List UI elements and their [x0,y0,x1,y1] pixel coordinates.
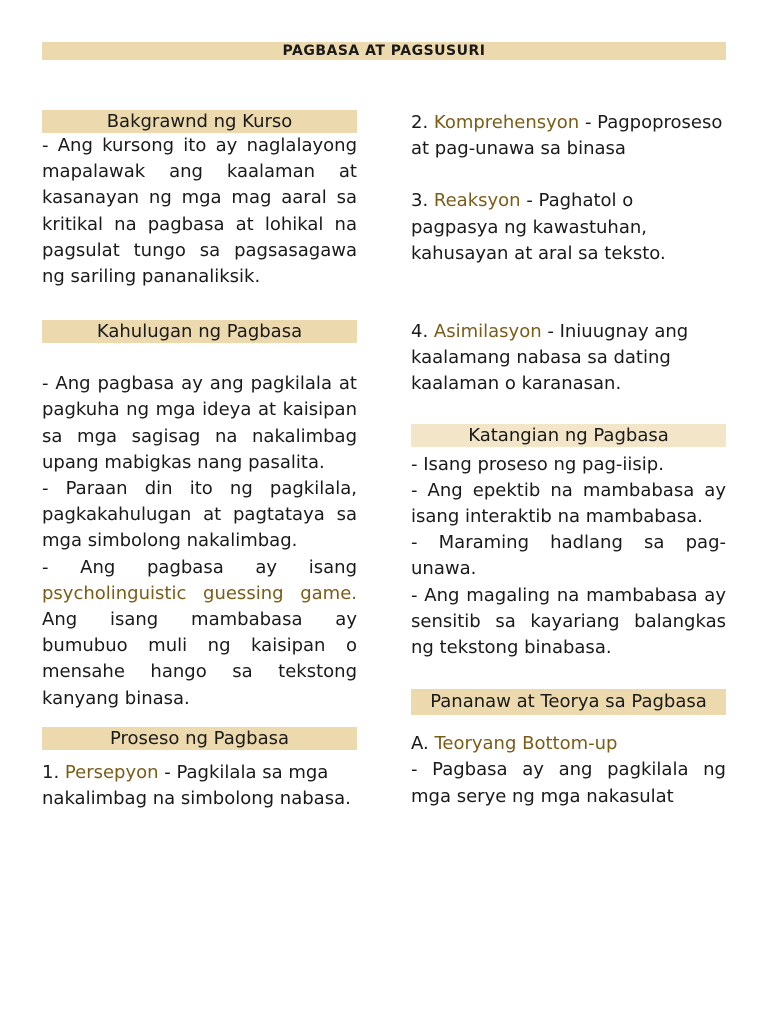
proseso-item-3 [411,188,726,267]
proseso-item-1 [42,760,357,812]
item-2-number: 2. [411,112,434,133]
teorya-a-heading [411,731,726,757]
section-heading-kahulugan: Kahulugan ng Pagbasa [42,320,357,343]
item-3-text: - Paghatol o pagpasya ng kawastuhan, kahusayan at aral sa teksto. [411,190,666,264]
section-heading-bakgrawnd: Bakgrawnd ng Kurso [42,110,357,133]
katangian-bullet-3: - Maraming hadlang sa pag-unawa. [411,532,726,580]
persepyon-term: Persepyon [64,761,159,783]
bakgrawnd-text: - Ang kursong ito ay naglalayong mapalawak ang kaalaman at kasanayan ng mga mag aaral sa kritikal na pagbasa at lohikal na pagsulat tungo sa pagsasagawa ng sariling pananaliksik. [42,135,357,288]
katangian-bullet-2: - Ang epektib na mambabasa ay isang interaktib na mambabasa. [411,479,726,528]
asimilasyon-term: Asimilasyon [433,321,542,343]
section-heading-katangian: Katangian ng Pagbasa [411,424,726,447]
kahulugan-paragraph-1: - Ang pagbasa ay ang pagkilala at pagkuha ng mga ideya at kaisipan sa mga sagisag na nakalimbag upang mabigkas nang pasalita. [42,373,357,473]
right-column [411,110,726,810]
katangian-bullet-4: - Ang magaling na mambabasa ay sensitib sa kayariang balangkas ng tekstong binabasa. [411,584,726,659]
section-heading-pananaw: Pananaw at Teorya sa Pagbasa [411,689,726,715]
left-column [42,110,357,812]
teorya-a-letter: A. [411,733,435,755]
item-3-number: 3. [411,190,434,212]
kahulugan-paragraph-2: - Paraan din ito ng pagkilala, pagkakahulugan at pagtataya sa mga simbolong nakalimbag. [42,478,357,552]
kahulugan-paragraph-3 [42,555,357,712]
katangian-bullet-1: - Isang proseso ng pag-iisip. [411,453,664,475]
kahulugan-p3-pre: - Ang pagbasa ay isang [42,556,357,578]
bottom-up-term: Teoryang Bottom-up [434,733,618,755]
teorya-a-text: - Pagbasa ay ang pagkilala ng mga serye ng mga nakasulat [411,759,726,807]
proseso-item-4 [411,319,726,398]
item-2-text: - Pagpoproseso at pag-unawa sa binasa [411,112,723,160]
item-4-text: - Iniuugnay ang kaalamang nabasa sa dating kaalaman o karanasan. [411,321,689,395]
item-4-number: 4. [411,321,434,343]
kahulugan-p3-post: Ang isang mambabasa ay bumubuo muli ng kaisipan o mensahe hango sa tekstong kanyang binasa. [42,609,357,709]
komprehensyon-term: Komprehensyon [433,112,580,133]
item-1-number: 1. [42,761,65,783]
proseso-item-2 [411,110,726,162]
document-title: PAGBASA AT PAGSUSURI [42,42,726,60]
reaksyon-term: Reaksyon [433,190,521,212]
item-1-text: - Pagkilala sa mga nakalimbag na simbolong nabasa. [42,761,351,810]
psycholinguistic-term: psycholinguistic guessing game. [42,582,357,604]
section-heading-proseso: Proseso ng Pagbasa [42,727,357,750]
